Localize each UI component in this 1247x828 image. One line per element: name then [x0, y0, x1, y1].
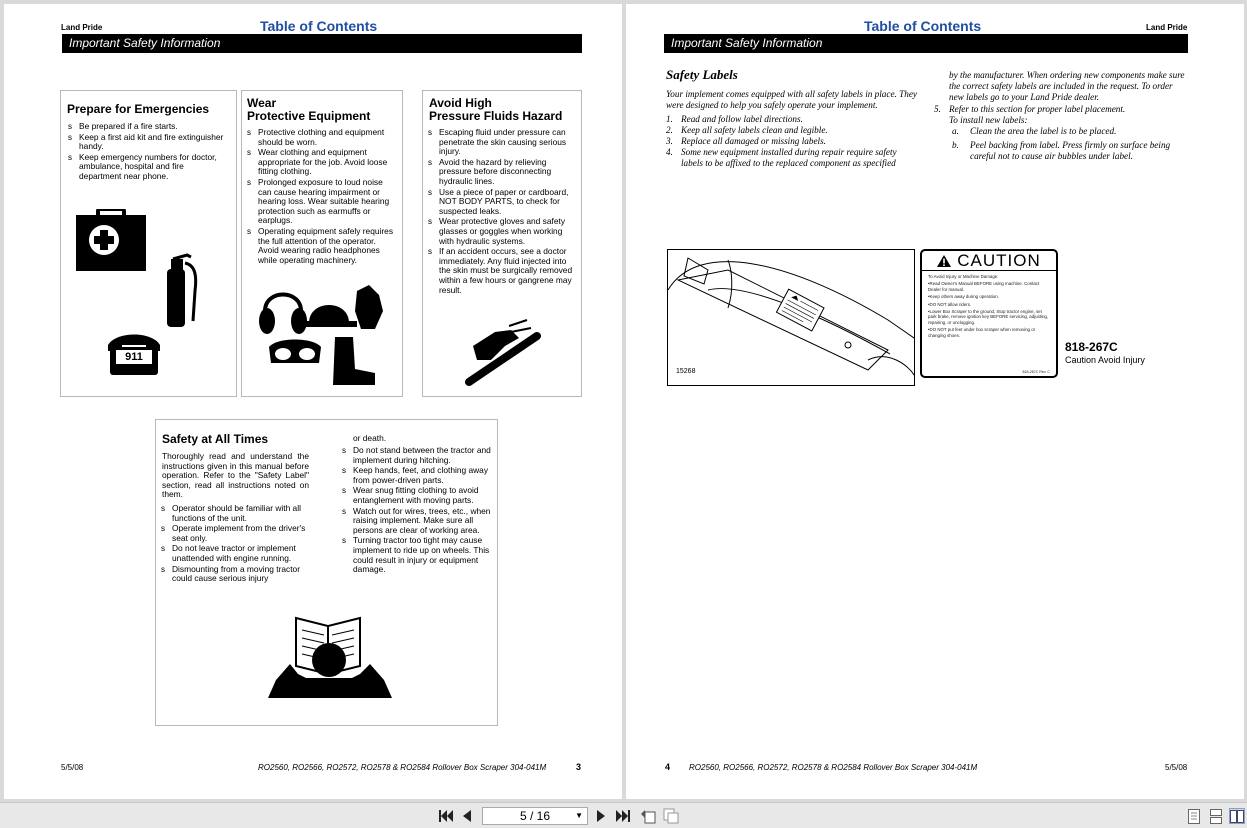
- list-item: a. Clean the area the label is to be placed.: [952, 126, 1117, 136]
- list-item: s Avoid the hazard by relieving pressure before disconnecting hydraulic lines.: [427, 158, 577, 187]
- section-title-bar: Important Safety Information: [62, 34, 582, 53]
- left-page: [4, 4, 622, 799]
- toc-link[interactable]: Table of Contents: [260, 18, 378, 34]
- list-item: s Watch out for wires, trees, etc., when raising implement. Make sure all persons are clear of working area.: [341, 507, 493, 536]
- list-item: s If an accident occurs, see a doctor immediately. Any fluid injected into the skin must be surgically removed within a few hours or gangrene may result.: [427, 247, 577, 295]
- caution-line: •DO NOT allow riders.: [928, 301, 972, 307]
- list-item: s Keep emergency numbers for doctor, ambulance, hospital and fire department near phone.: [67, 153, 227, 182]
- ppe-title-line2: Protective Equipment: [247, 109, 371, 123]
- safety-all-times-box: [155, 419, 498, 726]
- caution-header: [922, 251, 1056, 271]
- chevron-down-icon: ▼: [575, 811, 583, 820]
- continuous-view-button[interactable]: [1209, 808, 1223, 824]
- safety-all-times-title: Safety at All Times: [162, 432, 269, 446]
- list-item: s Operator should be familiar with all functions of the unit.: [160, 504, 310, 523]
- last-page-button[interactable]: [615, 808, 631, 824]
- list-item: s Escaping fluid under pressure can penetrate the skin causing serious injury.: [427, 128, 577, 157]
- first-page-icon: [439, 810, 453, 822]
- brand-label: Land Pride: [1146, 23, 1188, 32]
- caution-line: •Read Owner's Manual BEFORE using machine. Contact Dealer for manual.: [928, 281, 1040, 292]
- list-item: s Wear snug fitting clothing to avoid entanglement with moving parts.: [341, 486, 493, 505]
- caution-line: •Lower Box Scraper to the ground, Stop tractor engine, set park brake, remove ignition key BEFORE servicing, adjusting, repairing, or unclogging.: [928, 309, 1049, 325]
- safety-labels-col2-continuation: by the manufacturer. When ordering new components make sure the correct safety labels are included in the request. To order new labels go to your Land Pride dealer.: [949, 70, 1185, 102]
- list-item: 5. Refer to this section for proper label placement.: [934, 104, 1126, 114]
- left-footer-model: RO2560, RO2566, RO2572, RO2578 & RO2584 Rollover Box Scraper 304-041M: [258, 763, 547, 772]
- caution-line: •Keep others away during operation.: [928, 294, 999, 300]
- list-item: s Be prepared if a fire starts.: [67, 122, 227, 132]
- ppe-box: [241, 90, 403, 397]
- install-substeps: [952, 126, 1187, 162]
- caution-text: [922, 271, 1056, 343]
- left-footer-page-number: 3: [576, 762, 582, 772]
- first-page-button[interactable]: [438, 808, 454, 824]
- back-view-icon: [640, 808, 656, 824]
- list-item: s Turning tractor too tight may cause implement to ride up on wheels. This could result in injury or equipment damage.: [341, 536, 493, 574]
- previous-page-button[interactable]: [461, 808, 473, 824]
- phone-911-label: 911: [116, 350, 152, 364]
- protective-equipment-icon: [257, 281, 392, 391]
- list-item: s Protective clothing and equipment should be worn.: [246, 128, 398, 147]
- safety-labels-step5: [934, 104, 1189, 115]
- last-page-icon: [616, 810, 630, 822]
- next-page-button[interactable]: [595, 808, 607, 824]
- caution-line: •DO NOT put feet under box scraper when removing or changing shoes.: [928, 327, 1036, 338]
- list-item: s Use a piece of paper or cardboard, NOT BODY PARTS, to check for suspected leaks.: [427, 188, 577, 217]
- right-page: [626, 4, 1244, 799]
- right-footer-date: 5/5/08: [1165, 763, 1188, 772]
- caution-word: CAUTION: [957, 250, 1041, 270]
- list-item: s Prolonged exposure to loud noise can cause hearing impairment or hearing loss. Wear suitable hearing protection such as earmuffs or earplugs.: [246, 178, 398, 226]
- safety-col2-continuation: or death.: [353, 433, 387, 443]
- right-footer-model: RO2560, RO2566, RO2572, RO2578 & RO2584 Rollover Box Scraper 304-041M: [689, 763, 978, 772]
- safety-list-col1: [160, 504, 310, 585]
- first-aid-kit-icon: [76, 209, 146, 271]
- emergencies-box: [60, 90, 237, 397]
- list-item: b. Peel backing from label. Press firmly on surface being careful not to cause air bubbles under label.: [952, 140, 1171, 161]
- list-item: s Wear protective gloves and safety glasses or goggles when working with hydraulic systems.: [427, 217, 577, 246]
- single-page-view-button[interactable]: [1187, 808, 1201, 824]
- go-forward-button[interactable]: [663, 808, 679, 824]
- two-page-icon: [1230, 810, 1244, 823]
- go-back-button[interactable]: [640, 808, 656, 824]
- continuous-page-icon: [1210, 809, 1222, 824]
- chevron-left-icon: [463, 810, 471, 822]
- page-indicator: 5 / 16: [519, 809, 551, 823]
- ppe-list: [246, 128, 398, 266]
- viewer-toolbar: [0, 802, 1247, 828]
- scraper-label-location-figure: [667, 249, 915, 386]
- hydraulic-title-line1: Avoid High: [429, 96, 492, 110]
- hydraulic-leak-hand-icon: [465, 316, 545, 388]
- list-item: s Operate implement from the driver's seat only.: [160, 524, 310, 543]
- caution-code: 818-267C Rev. C: [1022, 370, 1050, 374]
- list-item: 1. Read and follow label directions.: [666, 114, 803, 124]
- install-labels-subtitle: To install new labels:: [949, 115, 1028, 125]
- safety-intro: Thoroughly read and understand the instructions given in this manual before operation. Refer to the "Safety Label" section, read all instructions noted on them.: [162, 451, 309, 500]
- forward-view-icon: [663, 808, 679, 824]
- part-number: 818-267C: [1065, 340, 1118, 354]
- section-title-bar: Important Safety Information: [664, 34, 1188, 53]
- hydraulic-title-line2: Pressure Fluids Hazard: [429, 109, 563, 123]
- fire-extinguisher-icon: [159, 251, 203, 327]
- page-select[interactable]: [482, 807, 588, 825]
- list-item: 4. Some new equipment installed during repair require safety labels to be affixed to the replaced component as specified: [666, 147, 897, 168]
- right-footer-page-number: 4: [665, 762, 671, 772]
- caution-line: To Avoid Injury or Machine Damage:: [928, 274, 999, 279]
- emergencies-title: Prepare for Emergencies: [67, 102, 210, 116]
- list-item: 2. Keep all safety labels clean and legible.: [666, 125, 828, 135]
- list-item: s Dismounting from a moving tractor could cause serious injury: [160, 565, 310, 584]
- safety-labels-intro: Your implement comes equipped with all safety labels in place. They were designed to help you safely operate your implement.: [666, 89, 918, 110]
- toc-link[interactable]: Table of Contents: [864, 18, 982, 34]
- hydraulic-list: [427, 128, 577, 296]
- hydraulic-box: [422, 90, 582, 397]
- warning-triangle-icon: [937, 255, 951, 267]
- emergencies-list: [67, 122, 227, 183]
- reading-manual-icon: [268, 614, 392, 698]
- left-footer-date: 5/5/08: [61, 763, 84, 772]
- list-item: s Operating equipment safely requires the full attention of the operator. Avoid wearing radio headphones while operating machinery.: [246, 227, 398, 265]
- chevron-right-icon: [597, 810, 605, 822]
- list-item: s Keep a first aid kit and fire extinguisher handy.: [67, 133, 227, 152]
- part-caption: Caution Avoid Injury: [1065, 355, 1145, 365]
- safety-labels-steps: [666, 114, 918, 169]
- list-item: s Wear clothing and equipment appropriate for the job. Avoid loose fitting clothing.: [246, 148, 398, 177]
- list-item: s Do not leave tractor or implement unattended with engine running.: [160, 544, 310, 563]
- safety-labels-title: Safety Labels: [666, 67, 738, 82]
- phone-icon: [106, 329, 162, 375]
- list-item: s Do not stand between the tractor and implement during hitching.: [341, 446, 493, 465]
- brand-label: Land Pride: [61, 23, 103, 32]
- caution-decal: [920, 249, 1058, 378]
- figure-image-number: 15268: [676, 368, 696, 375]
- single-page-icon: [1188, 809, 1200, 824]
- ppe-title-line1: Wear: [247, 96, 277, 110]
- list-item: 3. Replace all damaged or missing labels.: [666, 136, 826, 146]
- safety-list-col2: [341, 446, 493, 576]
- list-item: s Keep hands, feet, and clothing away from power-driven parts.: [341, 466, 493, 485]
- two-page-view-button[interactable]: [1229, 808, 1245, 824]
